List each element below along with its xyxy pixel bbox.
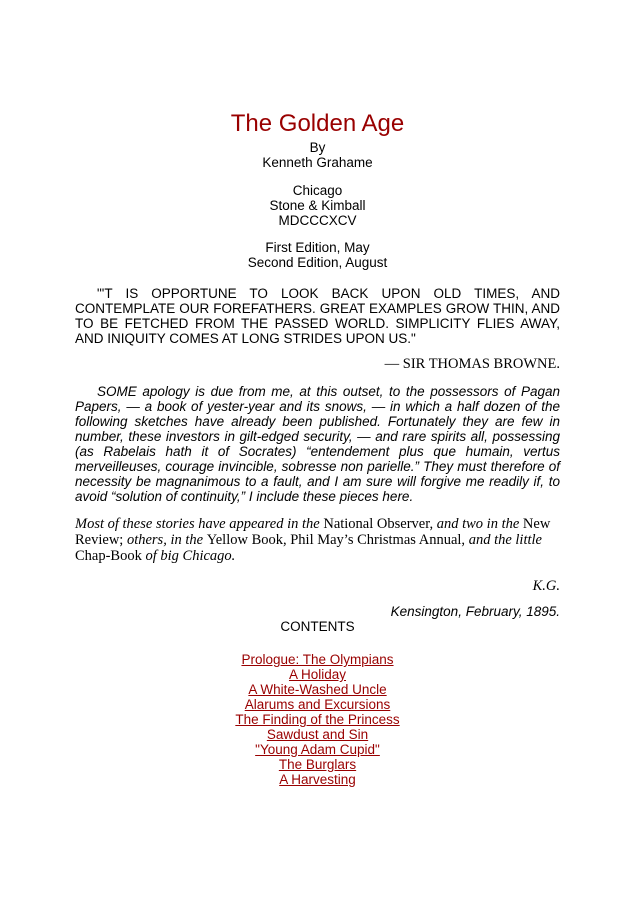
- book-title: The Golden Age: [230, 110, 405, 137]
- second-edition-note: Second Edition, August: [247, 255, 388, 270]
- preface-paragraph: SOME apology is due from me, at this outset, to the possessors of Pagan Papers, — a book of yester-year and its snows, — in which a half dozen of the following sketches have already been published. Fortunately they are few in number, these investors in gilt-edged security, — and rare spirits all, possessing (as Rabelais hath it of Socrates) “entendement plus que humain, vertus merveilleuses, courage invincible, sobresse non parielle.” They must therefore of necessity be magnanimous to a fault, and I am sure will forgive me readily if, to avoid “solution of continuity,” I include these pieces here.: [75, 384, 560, 504]
- toc-link[interactable]: A Holiday: [288, 667, 347, 682]
- epigraph-quote: "'T IS OPPORTUNE TO LOOK BACK UPON OLD TIMES, AND CONTEMPLATE OUR FOREFATHERS. GREAT EXAMPLES GROW THIN, AND TO BE FETCHED FROM THE PASSED WORLD. SIMPLICITY FLIES AWAY, AND INIQUITY COMES AT LONG STRIDES UPON US.": [75, 286, 560, 346]
- toc-link[interactable]: Sawdust and Sin: [266, 727, 369, 742]
- text-segment: and two in the: [433, 516, 523, 532]
- edition-block: [75, 240, 560, 270]
- text-segment: and the little: [465, 532, 542, 548]
- publisher-city: Chicago: [292, 183, 343, 198]
- text-segment: Most of these stories have appeared in the: [75, 516, 324, 532]
- text-segment: of big Chicago.: [141, 548, 236, 564]
- first-edition-note: First Edition, May: [265, 240, 370, 255]
- author-initials: K.G.: [532, 578, 560, 594]
- author-name: Kenneth Grahame: [262, 155, 373, 170]
- text-segment: National Observer,: [323, 516, 434, 532]
- toc-link[interactable]: Prologue: The Olympians: [241, 652, 394, 667]
- byline-label: By: [309, 140, 326, 155]
- appearance-note: [75, 516, 560, 564]
- publisher-block: [75, 183, 560, 228]
- text-segment: others, in the: [123, 532, 207, 548]
- toc-link[interactable]: A White-Washed Uncle: [248, 682, 387, 697]
- contents-heading: CONTENTS: [280, 619, 355, 634]
- publication-year: MDCCCXCV: [278, 213, 357, 228]
- epigraph-attribution: — SIR THOMAS BROWNE.: [384, 356, 560, 372]
- toc-link[interactable]: "Young Adam Cupid": [255, 742, 380, 757]
- toc-link[interactable]: A Harvesting: [279, 772, 356, 787]
- dateline: Kensington, February, 1895.: [390, 604, 560, 619]
- text-segment: Yellow Book, Phil May’s Christmas Annual,: [206, 532, 466, 548]
- text-segment: New Review;: [75, 516, 551, 548]
- publisher-name: Stone & Kimball: [269, 198, 366, 213]
- toc-link[interactable]: The Finding of the Princess: [235, 712, 400, 727]
- toc-link[interactable]: Alarums and Excursions: [244, 697, 391, 712]
- table-of-contents: [75, 652, 560, 787]
- toc-link[interactable]: The Burglars: [278, 757, 357, 772]
- text-segment: Chap-Book: [75, 548, 142, 564]
